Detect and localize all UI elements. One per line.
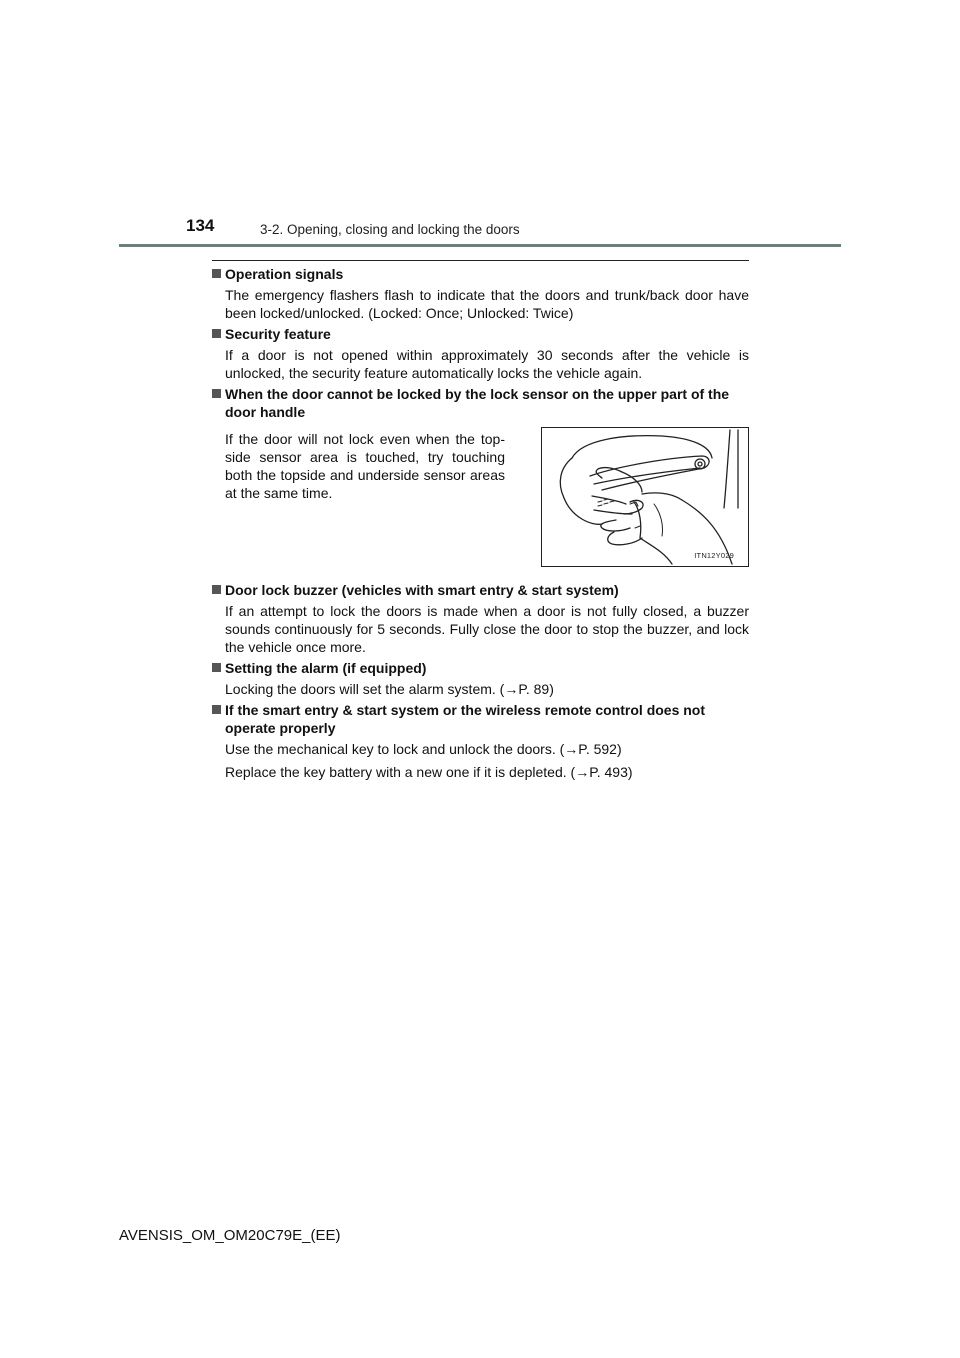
square-bullet-icon (212, 663, 221, 672)
footer-code: AVENSIS_OM_OM20C79E_(EE) (119, 1227, 341, 1244)
section-title: 3-2. Opening, closing and locking the doors (260, 222, 520, 237)
item-operation-signals (212, 265, 749, 322)
item-text: Use the mechanical key to lock and unlock the doors. (→P. 592) (225, 741, 622, 757)
square-bullet-icon (212, 585, 221, 594)
header-rule (119, 244, 841, 247)
item-lock-sensor (212, 385, 749, 567)
item-title-text: Door lock buzzer (vehicles with smart entry & start system) (225, 582, 619, 598)
item-title (212, 659, 749, 677)
item-text: If a door is not opened within approximately 30 seconds after the vehicle is unlocked, the security feature automatically locks the vehicle again. (225, 347, 749, 381)
item-title-text: If the smart entry & start system or the wireless remote control does not operate properly (225, 702, 706, 736)
item-security-feature (212, 325, 749, 382)
item-title-text: Security feature (225, 326, 331, 342)
item-title-text: Setting the alarm (if equipped) (225, 660, 427, 676)
item-title (212, 581, 749, 599)
item-text: Locking the doors will set the alarm system. (→P. 89) (225, 681, 554, 697)
door-handle-hand-icon (542, 428, 748, 566)
door-handle-illustration (541, 427, 749, 567)
item-title (212, 265, 749, 283)
figure-row (212, 427, 749, 567)
item-title (212, 385, 749, 421)
content (212, 265, 749, 784)
item-text: Replace the key battery with a new one if it is depleted. (→P. 493) (225, 764, 633, 780)
item-text: If the door will not lock even when the top-side sensor area is touched, try touching both the topside and underside sensor areas at the same time. (225, 431, 505, 501)
figure-label: ITN12Y029 (694, 551, 734, 560)
square-bullet-icon (212, 705, 221, 714)
item-title (212, 701, 749, 737)
square-bullet-icon (212, 269, 221, 278)
item-title-text: Operation signals (225, 266, 344, 282)
item-title-text: When the door cannot be locked by the lock sensor on the upper part of the door handle (225, 386, 730, 420)
item-setting-alarm (212, 659, 749, 698)
item-smart-entry (212, 701, 749, 781)
top-rule (212, 260, 749, 261)
item-door-lock-buzzer (212, 581, 749, 656)
item-text: If an attempt to lock the doors is made when a door is not fully closed, a buzzer sounds continuously for 5 seconds. Fully close the door to stop the buzzer, and lock the vehicle once more. (225, 603, 749, 655)
square-bullet-icon (212, 329, 221, 338)
item-text: The emergency flashers flash to indicate that the doors and trunk/back door have been locked/unlocked. (Locked: Once; Unlocked: Twice) (225, 287, 749, 321)
square-bullet-icon (212, 389, 221, 398)
item-title (212, 325, 749, 343)
page-number: 134 (186, 216, 215, 235)
